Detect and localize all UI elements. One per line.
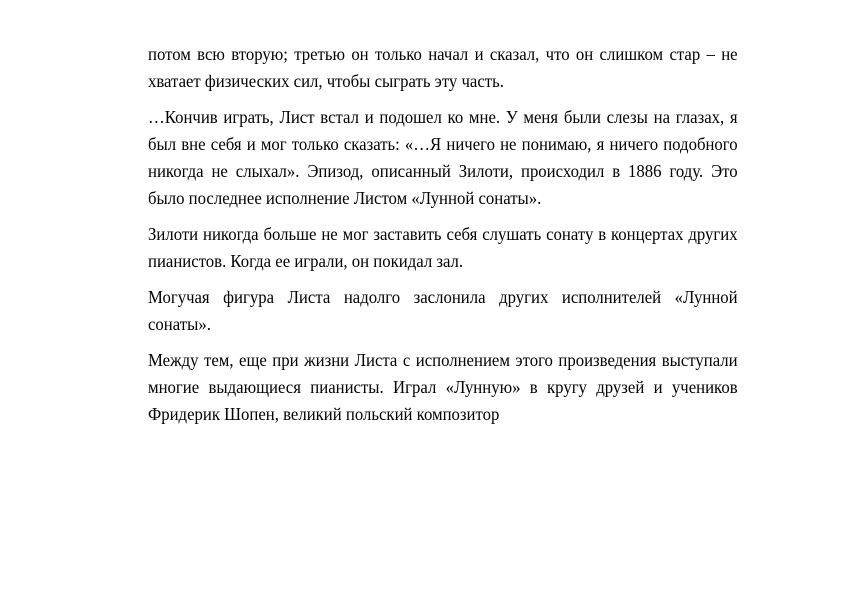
paragraph-1: потом всю вторую; третью он только начал и сказал, что он слишком стар – не хватает физических сил, чтобы сыграть эту часть. xyxy=(148,44,738,91)
paragraph-2: …Кончив играть, Лист встал и подошел ко мне. У меня были слезы на глазах, я был вне себя и мог только сказать: «…Я ничего не понимаю, я ничего подобного никогда не слыхал». Эпизод, описанный Зилоти, происходил в 1886 году. Это было последнее исполнение Листом «Лунной сонаты». xyxy=(148,107,738,208)
paragraph-5: Между тем, еще при жизни Листа с исполнением этого произведения выступали многие выдающиеся пианисты. Играл «Лунную» в кругу друзей и учеников Фридерик Шопен, великий польский композитор xyxy=(148,350,738,424)
body-text xyxy=(148,41,738,428)
paragraph-4: Могучая фигура Листа надолго заслонила других исполнителей «Лунной сонаты». xyxy=(148,287,738,334)
paragraph-3: Зилоти никогда больше не мог заставить себя слушать сонату в концертах других пианистов. Когда ее играли, он покидал зал. xyxy=(148,224,738,271)
